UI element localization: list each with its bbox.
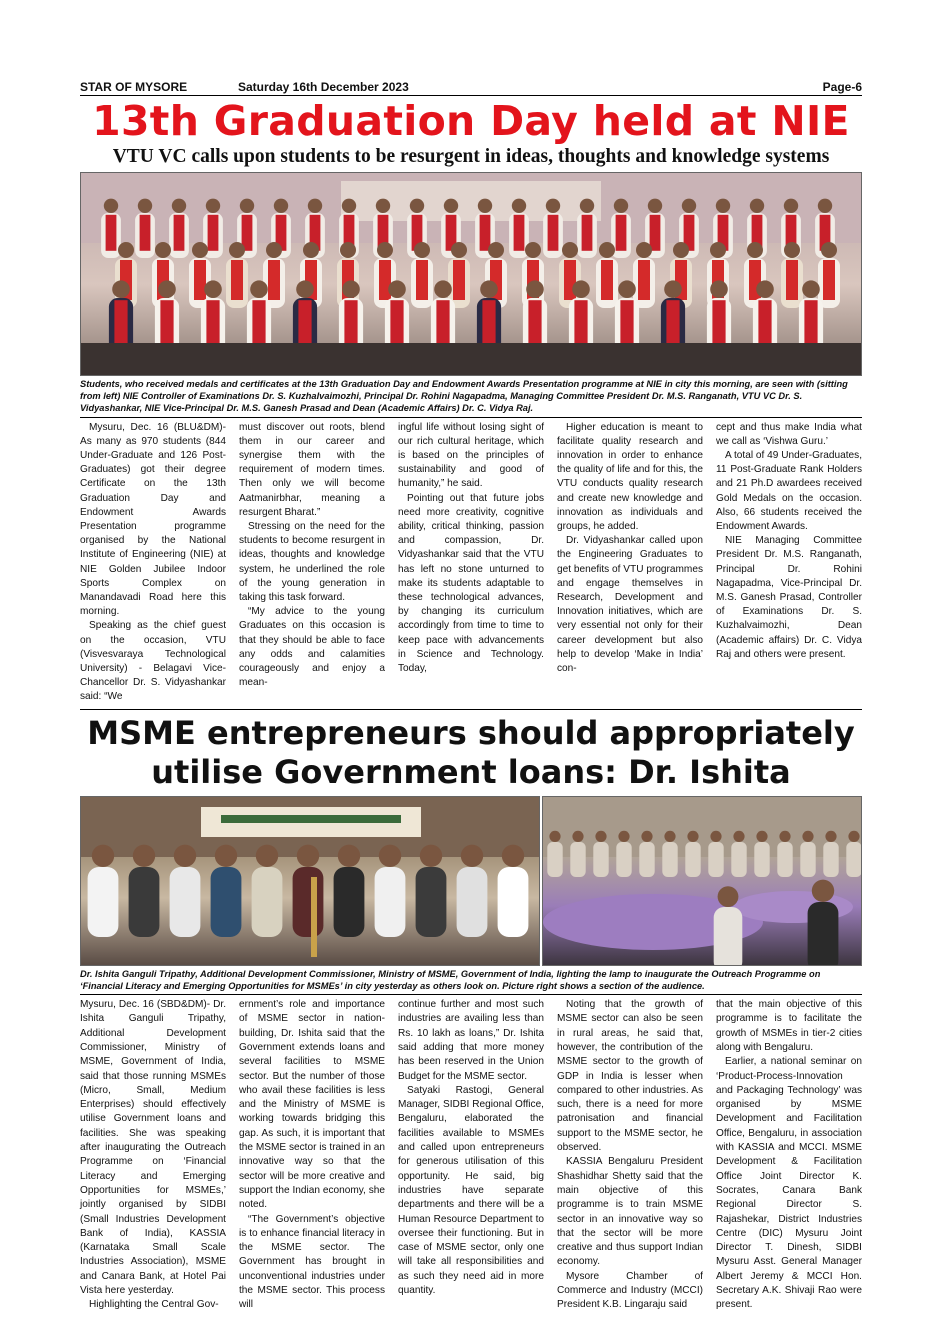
person-silhouette — [754, 842, 769, 877]
paragraph: Mysuru, Dec. 16 (SBD&DM)- Dr. Ishita Ganguli Tripathy, Additional Development Commissioner, Ministry of MSME, Government of India, said that those running MSMEs (Micro, Small, Medium Enterprises) should effectively utilise Government loans and facilities. She was speaking after inaugurating the Outreach Programme on ‘Financial Literacy and Emerging Opportunities for MSMEs,’ jointly organised by SIDBI (Small Industries Development Bank of India), KASSIA (Karnataka Small Scale Industries Association), MSME and Canara Bank, at Hotel Pai Vista here yesterday. — [80, 999, 226, 1297]
stole — [379, 260, 391, 300]
paragraph: Stressing on the need for the students to become resurgent in ideas, thoughts and knowledge system, he underlined the role of the young generation in taking this task forward. — [239, 521, 385, 604]
person-head — [710, 242, 726, 258]
person-head — [756, 830, 767, 841]
person-head — [526, 280, 544, 298]
person-head — [664, 280, 682, 298]
paragraph: Noting that the growth of MSME sector can also be seen in rural areas, he said that, however, the contribution of the MSME sector to the growth of GDP in India is lesser when compared to other industries. As such, there is a need for more patronisation and financial support to the MSME sector, he observed. — [557, 999, 703, 1154]
person-silhouette — [88, 867, 119, 937]
person-head — [256, 844, 278, 866]
stole — [436, 300, 449, 344]
person-head — [636, 242, 652, 258]
person-head — [172, 199, 186, 213]
person-silhouette — [375, 867, 406, 937]
stole — [453, 260, 465, 300]
paragraph: continue further and most such industries are availing less than Rs. 10 lakh as loans,” Dr. Ishita said adding that more money has been reserved in the Union Budget for the MSME sector. — [398, 999, 544, 1082]
person-silhouette — [457, 867, 488, 937]
person-head — [388, 280, 406, 298]
person-head — [250, 280, 268, 298]
story2-body — [80, 998, 862, 1313]
person-head — [155, 242, 171, 258]
story1-caption: Students, who received medals and certificates at the 13th Graduation Day and Endowment Awards Presentation programme at NIE in city this morning, are seen with (sitting from left) NIE Controller of Examinations Dr. S. Kuzhalvaimozhi, Principal Dr. Rohini Nagapadma, Managing Committee President Dr. M.S. Ranganath, VTU VC Dr. S. Vidyashankar, NIE Vice-Principal Dr. M.S. Ganesh Prasad and Dean (Academic Affairs) Dr. C. Vidya Raj. — [80, 378, 862, 418]
stole — [268, 260, 280, 300]
person-head — [308, 199, 322, 213]
person-head — [444, 199, 458, 213]
stole — [106, 215, 117, 251]
audience-photo — [542, 796, 862, 966]
person-silhouette — [708, 842, 723, 877]
paragraph: that the main objective of this programme is to facilitate the growth of MSMEs in tier-2 cities along with Bengaluru. — [716, 999, 862, 1053]
paragraph: Earlier, a national seminar on ‘Product-Process-Innovation and Packaging Technology’ was organised by MSME Development and Facilitation Office, Bengaluru, in association with KASSIA and MCCI. MSME Development & Facilitation Office Joint Director K. Socrates, Canara Bank Regional Director S. Rajashekar, District Industries Centre (DIC) Mysuru Joint Director T. Dinesh, SIDBI Mysuru Asst. General Manager Albert Jeremy & MCCI Hon. Secretary A.K. Shivaji Rao were present. — [716, 1056, 862, 1311]
person-head — [614, 199, 628, 213]
stole — [514, 215, 525, 251]
stole — [650, 215, 661, 251]
person-head — [342, 280, 360, 298]
person-head — [825, 830, 836, 841]
story1-body — [80, 421, 862, 705]
story1-column-1 — [80, 421, 226, 705]
person-head — [641, 830, 652, 841]
person-head — [595, 830, 606, 841]
person-head — [434, 280, 452, 298]
person-silhouette — [639, 842, 654, 877]
person-head — [673, 242, 689, 258]
story1-column-5 — [716, 421, 862, 705]
stole — [804, 300, 817, 344]
person-silhouette — [334, 867, 365, 937]
paper-name: STAR OF MYSORE — [80, 80, 188, 94]
person-head — [410, 199, 424, 213]
story1-headline: 13th Graduation Day held at NIE — [92, 97, 850, 145]
person-silhouette — [570, 842, 585, 877]
person-head — [848, 830, 859, 841]
paragraph: Mysuru, Dec. 16 (BLU&DM)- As many as 970 students (844 Under-Graduate and 126 Post-Graduates) got their degree Certificate on the 13th Graduation Day and Endowment Awards Presentation programme organised by the National Institute of Engineering (NIE) at NIE Golden Jubilee Indoor Sports Complex on Manandavadi Road here this morning. — [80, 421, 226, 618]
stole — [823, 260, 835, 300]
stole — [160, 300, 173, 344]
person-head — [174, 844, 196, 866]
person-head — [618, 830, 629, 841]
paragraph: cept and thus make India what we call as ‘Vishwa Guru.’ — [716, 421, 862, 447]
person-head — [525, 242, 541, 258]
stole — [252, 300, 265, 344]
person-head — [802, 280, 820, 298]
paragraph: A total of 49 Under-Graduates, 11 Post-Graduate Rank Holders and 21 Ph.D awardees received Gold Medals on the occasion. Also, 66 students received the Endowment Awards. — [716, 450, 862, 533]
issue-date: Saturday 16th December 2023 — [238, 80, 409, 94]
story2-column-3 — [398, 998, 544, 1313]
person-silhouette — [252, 867, 283, 937]
person-head — [192, 242, 208, 258]
person-head — [572, 830, 583, 841]
person-head — [297, 844, 319, 866]
person-silhouette — [547, 842, 562, 877]
person-head — [502, 844, 524, 866]
paragraph: ernment’s role and importance of MSME sector in nation-building, Dr. Ishita said that the Government extends loans and several facilities to MSME sector. But the number of those who avail these facilities is less and the Ministry of MSME is working towards bridging this gap. As such, it is important that the MSME sector is trained in an innovative way so that the sector will be more creative and support the Indian economy, she noted. — [239, 999, 385, 1211]
person-head — [158, 280, 176, 298]
story2-headline — [80, 714, 862, 792]
person-silhouette — [662, 842, 677, 877]
stole — [480, 215, 491, 251]
paragraph: Highlighting the Central Gov- — [89, 1299, 219, 1311]
story1-subhead: VTU VC calls upon students to be resurgent in ideas, thoughts and knowledge systems — [112, 146, 830, 167]
person-head — [599, 242, 615, 258]
paragraph: KASSIA Bengaluru President Shashidhar Shetty said that the main objective of this programme is to train MSME sector in an innovative way so that the sector will be more creative and thus support Indian economy. — [557, 1156, 703, 1268]
paragraph: “The Government’s objective is to enhance financial literacy in the MSME sector. The Government has brought in unconventional industries under the MSME sector. This process will — [239, 1213, 385, 1311]
person-silhouette — [808, 902, 839, 965]
person-silhouette — [714, 907, 743, 965]
masthead — [80, 78, 862, 96]
lamp-lighting-illustration — [81, 797, 539, 965]
person-head — [92, 844, 114, 866]
person-head — [420, 844, 442, 866]
person-silhouette — [777, 842, 792, 877]
person-head — [572, 280, 590, 298]
person-head — [133, 844, 155, 866]
paragraph: Higher education is meant to facilitate quality research and innovation in order to enhance the quality of life and for this, the VTU conducts quality research and create new knowledge and innovation as individuals and groups, he added. — [557, 421, 703, 533]
person-head — [478, 199, 492, 213]
person-head — [733, 830, 744, 841]
paragraph: Pointing out that future jobs need more creativity, cognitive ability, critical thinking, passion and compassion, Dr. Vidyashankar said that the VTU has left no stone unturned to make its students adaptable to these technological advances, by changing its curriculum accordingly from time to time to keep pace with advancements in Science and Technology. Today, — [398, 492, 544, 675]
person-head — [802, 830, 813, 841]
paragraph: “My advice to the young Graduates on this occasion is that they should be able to face any odds and calamities courageously and enjoy a mean- — [239, 606, 385, 689]
paragraph: Satyaki Rastogi, General Manager, SIDBI Regional Office, Bengaluru, elaborated the facilities available to MSMEs and called upon entrepreneurs for generous utilisation of this opportunity. He said, big industries have separate departments and there will be a Human Resource Department to oversee their functioning. But in case of MSME sector, only one will take all responsibilities and as such they need aid in more quantity. — [398, 1084, 544, 1297]
person-silhouette — [211, 867, 242, 937]
person-head — [784, 199, 798, 213]
person-head — [274, 199, 288, 213]
person-head — [112, 280, 130, 298]
person-head — [104, 199, 118, 213]
paragraph: Mysore Chamber of Commerce and Industry (MCCI) President K.B. Lingaraju said — [557, 1270, 703, 1311]
paragraph: Dr. Vidyashankar called upon the Engineering Graduates to get benefits of VTU programmes and engage themselves in Research, Development and Innovation initiatives, which are very essential not only for their career development but also help to develop ‘Make in India’ con- — [557, 535, 703, 675]
person-head — [818, 199, 832, 213]
person-head — [229, 242, 245, 258]
person-head — [747, 242, 763, 258]
paragraph: NIE Managing Committee President Dr. M.S. Ranganath, Principal Dr. Rohini Nagapadma, Vice-Principal Dr. M.S. Ganesh Prasad, Controller of Examinations Dr. S. Kuzhalvaimozhi, Dean (Academic affairs) Dr. C. Vidya Raj and others were present. — [716, 535, 862, 660]
stole — [786, 260, 798, 300]
person-head — [296, 280, 314, 298]
person-head — [821, 242, 837, 258]
person-head — [376, 199, 390, 213]
stole — [482, 300, 495, 344]
story2-column-1 — [80, 998, 226, 1313]
story2-headline-line1: MSME entrepreneurs should appropriately — [87, 713, 855, 752]
person-head — [488, 242, 504, 258]
story1-column-2 — [239, 421, 385, 705]
stole — [638, 260, 650, 300]
person-head — [480, 280, 498, 298]
stole — [344, 300, 357, 344]
stole — [206, 300, 219, 344]
person-head — [549, 830, 560, 841]
person-head — [451, 242, 467, 258]
person-head — [580, 199, 594, 213]
stole — [758, 300, 771, 344]
stole — [528, 300, 541, 344]
person-head — [340, 242, 356, 258]
person-silhouette — [498, 867, 529, 937]
person-head — [648, 199, 662, 213]
story1-column-4 — [557, 421, 703, 705]
stole — [601, 260, 613, 300]
person-head — [342, 199, 356, 213]
stole — [574, 300, 587, 344]
story2-column-4 — [557, 998, 703, 1313]
story2-column-5 — [716, 998, 862, 1313]
person-silhouette — [129, 867, 160, 937]
person-head — [779, 830, 790, 841]
lamp-lighting-photo — [80, 796, 540, 966]
person-silhouette — [170, 867, 201, 937]
person-head — [138, 199, 152, 213]
story2-column-2 — [239, 998, 385, 1313]
person-head — [562, 242, 578, 258]
person-head — [618, 280, 636, 298]
person-head — [710, 280, 728, 298]
story2-caption: Dr. Ishita Ganguli Tripathy, Additional Development Commissioner, Ministry of MSME, Government of India, lighting the lamp to inaugurate the Outreach Programme on ‘Financial Literacy and Emerging Opportunities for MSMEs’ in city yesterday as others look on. Picture right shows a section of the audience. — [80, 968, 862, 995]
person-silhouette — [685, 842, 700, 877]
person-silhouette — [416, 867, 447, 937]
audience-illustration — [543, 797, 861, 965]
person-head — [215, 844, 237, 866]
person-silhouette — [800, 842, 815, 877]
person-head — [512, 199, 526, 213]
person-head — [710, 830, 721, 841]
stole — [666, 300, 679, 344]
person-head — [118, 242, 134, 258]
person-head — [664, 830, 675, 841]
person-head — [461, 844, 483, 866]
paragraph: Speaking as the chief guest on the occasion, VTU (Visvesvaraya Technological University) - Belagavi Vice-Chancellor Dr. S. Vidyashankar said: “We — [80, 620, 226, 703]
person-silhouette — [846, 842, 861, 877]
stole — [194, 260, 206, 300]
person-head — [204, 280, 222, 298]
story2-photos — [80, 796, 862, 966]
section-divider — [80, 709, 862, 710]
paragraph: ingful life without losing sight of our rich cultural heritage, which is based on the principles of sustainability and good of humanity,” he said. — [398, 421, 544, 490]
newspaper-page — [80, 78, 862, 1313]
story1-column-3 — [398, 421, 544, 705]
person-silhouette — [731, 842, 746, 877]
person-head — [687, 830, 698, 841]
person-silhouette — [616, 842, 631, 877]
stole — [616, 215, 627, 251]
stole — [174, 215, 185, 251]
person-head — [414, 242, 430, 258]
person-head — [784, 242, 800, 258]
person-head — [750, 199, 764, 213]
person-head — [266, 242, 282, 258]
person-head — [756, 280, 774, 298]
stole — [620, 300, 633, 344]
graduation-group-photo — [80, 172, 862, 376]
stole — [390, 300, 403, 344]
person-head — [718, 886, 739, 907]
stole — [712, 300, 725, 344]
stole — [298, 300, 311, 344]
person-head — [379, 844, 401, 866]
stole — [208, 215, 219, 251]
person-head — [716, 199, 730, 213]
paragraph: must discover out roots, blend them in our career and synergise them with the requirement of modern times. Then only we will become Aatmanirbhar, meaning a resurgent Bharat.” — [239, 421, 385, 518]
stole — [548, 215, 559, 251]
person-silhouette — [823, 842, 838, 877]
person-silhouette — [293, 867, 324, 937]
person-head — [338, 844, 360, 866]
graduation-photo-illustration — [81, 173, 862, 375]
person-head — [240, 199, 254, 213]
stole — [416, 260, 428, 300]
person-head — [812, 879, 834, 901]
person-head — [377, 242, 393, 258]
person-head — [546, 199, 560, 213]
story2-headline-line2: utilise Government loans: Dr. Ishita — [151, 752, 791, 791]
person-silhouette — [593, 842, 608, 877]
stole — [582, 215, 593, 251]
stole — [114, 300, 127, 344]
person-head — [682, 199, 696, 213]
stole — [140, 215, 151, 251]
person-head — [206, 199, 220, 213]
person-head — [303, 242, 319, 258]
page-number: Page-6 — [822, 80, 862, 94]
stole — [231, 260, 243, 300]
